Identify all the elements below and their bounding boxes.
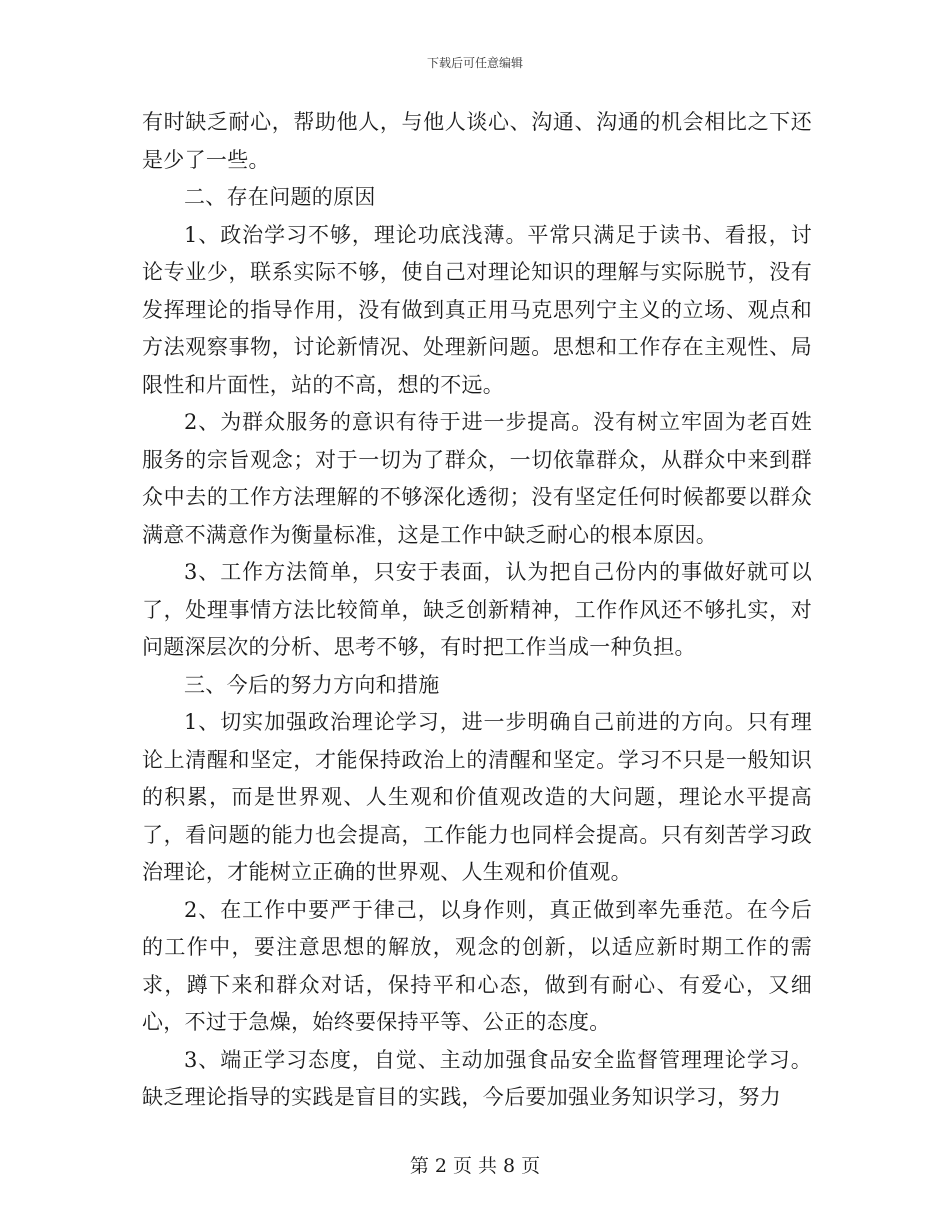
paragraph: 3、工作方法简单，只安于表面，认为把自己份内的事做好就可以了，处理事情方法比较简单，缺乏创新精神，工作作风还不够扎实，对问题深层次的分析、思考不够，有时把工作当成一种负担。 — [142, 560, 812, 659]
paragraph: 1、切实加强政治理论学习，进一步明确自己前进的方向。只有理论上清醒和坚定，才能保持政治上的清醒和坚定。学习不只是一般知识的积累，而是世界观、人生观和价值观改造的大问题，理论水平提高了，看问题的能力也会提高，工作能力也同样会提高。只有刻苦学习政治理论，才能树立正确的世界观、人生观和价值观。 — [142, 710, 812, 884]
section-heading: 三、今后的努力方向和措施 — [184, 672, 440, 697]
paragraph: 3、端正学习态度，自觉、主动加强食品安全监督管理理论学习。缺乏理论指导的实践是盲目的实践，今后要加强业务知识学习，努力 — [142, 1047, 812, 1109]
paragraph: 有时缺乏耐心，帮助他人，与他人谈心、沟通、沟通的机会相比之下还是少了一些。 — [142, 110, 812, 172]
paragraph: 2、在工作中要严于律己，以身作则，真正做到率先垂范。在今后的工作中，要注意思想的解放，观念的创新，以适应新时期工作的需求，蹲下来和群众对话，保持平和心态，做到有耐心、有爱心，又细心，不过于急燥，始终要保持平等、公正的态度。 — [142, 897, 812, 1034]
document-body — [142, 104, 812, 1117]
paragraph: 1、政治学习不够，理论功底浅薄。平常只满足于读书、看报，讨论专业少，联系实际不够，使自己对理论知识的理解与实际脱节，没有发挥理论的指导作用，没有做到真正用马克思列宁主义的立场、观点和方法观察事物，讨论新情况、处理新问题。思想和工作存在主观性、局限性和片面性，站的不高，想的不远。 — [142, 222, 812, 397]
page-number: 第 2 页 共 8 页 — [409, 1155, 541, 1177]
page-header: 下载后可任意编辑 — [426, 56, 523, 70]
paragraph: 2、为群众服务的意识有待于进一步提高。没有树立牢固为老百姓服务的宗旨观念；对于一切为了群众，一切依靠群众，从群众中来到群众中去的工作方法理解的不够深化透彻；没有坚定任何时候都要以群众满意不满意作为衡量标准，这是工作中缺乏耐心的根本原因。 — [142, 410, 812, 547]
section-heading: 二、存在问题的原因 — [184, 185, 376, 209]
